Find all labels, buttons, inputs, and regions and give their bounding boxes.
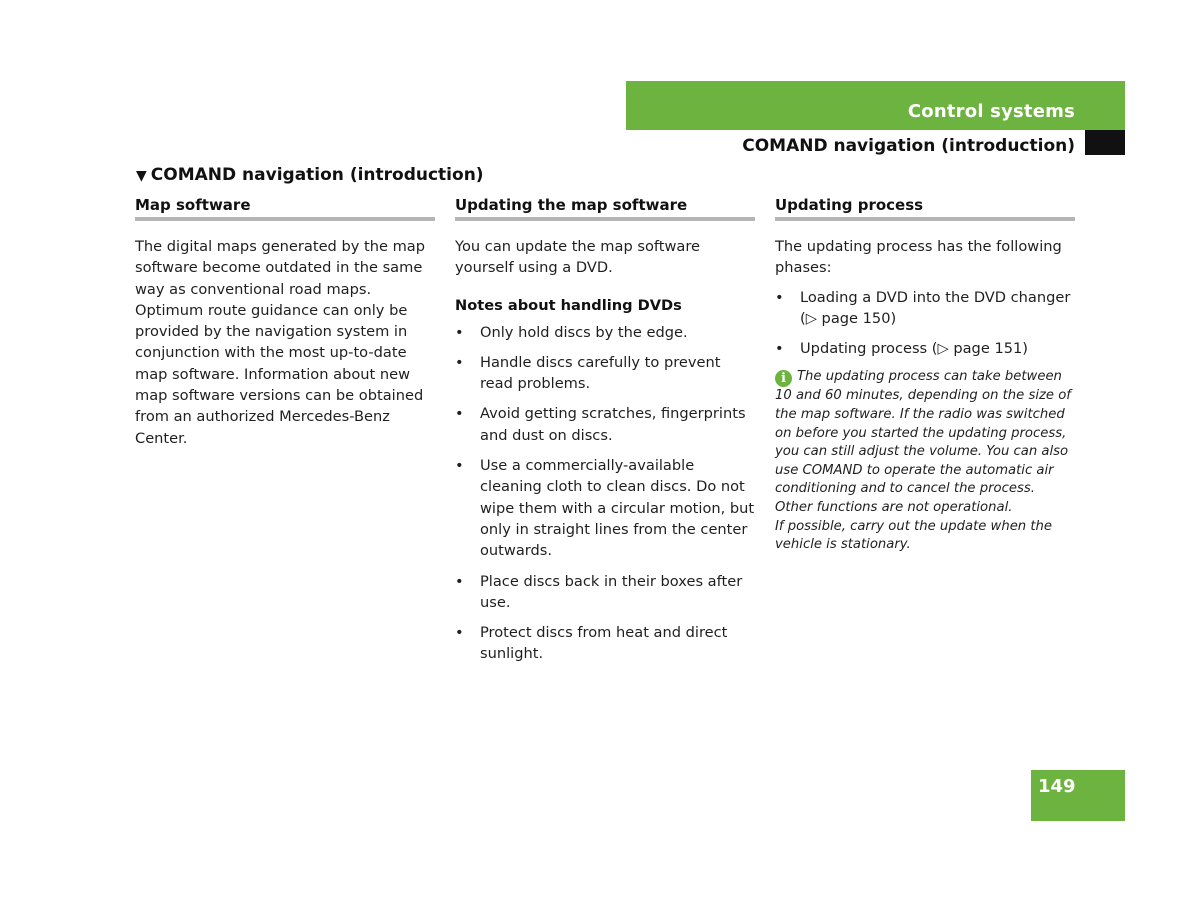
column-heading: Map software <box>135 196 435 221</box>
subsection-title: COMAND navigation (introduction) <box>742 136 1075 156</box>
column-updating-map-software <box>455 196 755 674</box>
list-item <box>455 352 755 395</box>
paragraph: The updating process has the following phases: <box>775 238 1062 277</box>
subheading: Notes about handling DVDs <box>455 296 682 314</box>
list-item-text: Loading a DVD into the DVD changer (▷ page 150) <box>800 288 1071 327</box>
section-tab-marker <box>1085 130 1125 155</box>
info-note-text-2: If possible, carry out the update when the vehicle is stationary. <box>775 518 1053 553</box>
bullet-list <box>455 322 755 665</box>
bullet-icon: • <box>455 624 464 642</box>
list-item <box>455 455 755 561</box>
triangle-marker-icon: ▼ <box>136 168 147 184</box>
list-item-text: Protect discs from heat and direct sunlight. <box>480 624 728 663</box>
list-item-text: Only hold discs by the edge. <box>480 323 688 341</box>
list-item-text: Updating process (▷ page 151) <box>800 340 1028 358</box>
column-heading: Updating the map software <box>455 196 755 221</box>
list-item-text: Avoid getting scratches, fingerprints and dust on discs. <box>480 405 746 444</box>
list-item-text: Place discs back in their boxes after use. <box>480 572 743 611</box>
bullet-icon: • <box>775 340 784 358</box>
bullet-icon: • <box>455 405 464 423</box>
list-item <box>775 338 1075 359</box>
list-item <box>455 403 755 446</box>
bullet-icon: • <box>775 288 784 306</box>
info-note <box>775 368 1075 554</box>
info-note-text: The updating process can take between 10 and 60 minutes, depending on the size of the map software. If the radio was switched on before you started the updating process, you can still adjust the volume. You can also use COMAND to operate the automatic air conditioning and to cancel the process. Other functions are not operational. <box>775 369 1071 516</box>
list-item <box>455 571 755 614</box>
bullet-list <box>775 287 1075 360</box>
info-icon: i <box>775 370 792 387</box>
page-number-box <box>1031 770 1125 821</box>
page-number: 149 <box>1038 776 1076 797</box>
bullet-icon: • <box>455 572 464 590</box>
bullet-icon: • <box>455 323 464 341</box>
section-band <box>626 81 1125 130</box>
page-title-text: COMAND navigation (introduction) <box>150 165 484 185</box>
list-item-text: Handle discs carefully to prevent read problems. <box>480 353 721 393</box>
list-item-text: Use a commercially-available cleaning cloth to clean discs. Do not wipe them with a circular motion, but only in straight lines from the center outwards. <box>480 457 755 560</box>
list-item <box>455 622 755 665</box>
list-item <box>455 322 755 343</box>
list-item <box>775 287 1075 330</box>
bullet-icon: • <box>455 457 464 475</box>
bullet-icon: • <box>455 353 464 371</box>
column-updating-process <box>775 196 1075 555</box>
column-heading: Updating process <box>775 196 1075 221</box>
page-title <box>136 165 484 185</box>
paragraph: The digital maps generated by the map software become outdated in the same way as conventional road maps. Optimum route guidance can only be provided by the navigation system in conjunction with the most up-to-date map software. Information about new map software versions can be obtained from an authorized Mercedes-Benz Center. <box>135 238 426 447</box>
column-map-software <box>135 196 435 449</box>
paragraph: You can update the map software yourself using a DVD. <box>455 238 701 277</box>
section-title: Control systems <box>907 101 1075 122</box>
